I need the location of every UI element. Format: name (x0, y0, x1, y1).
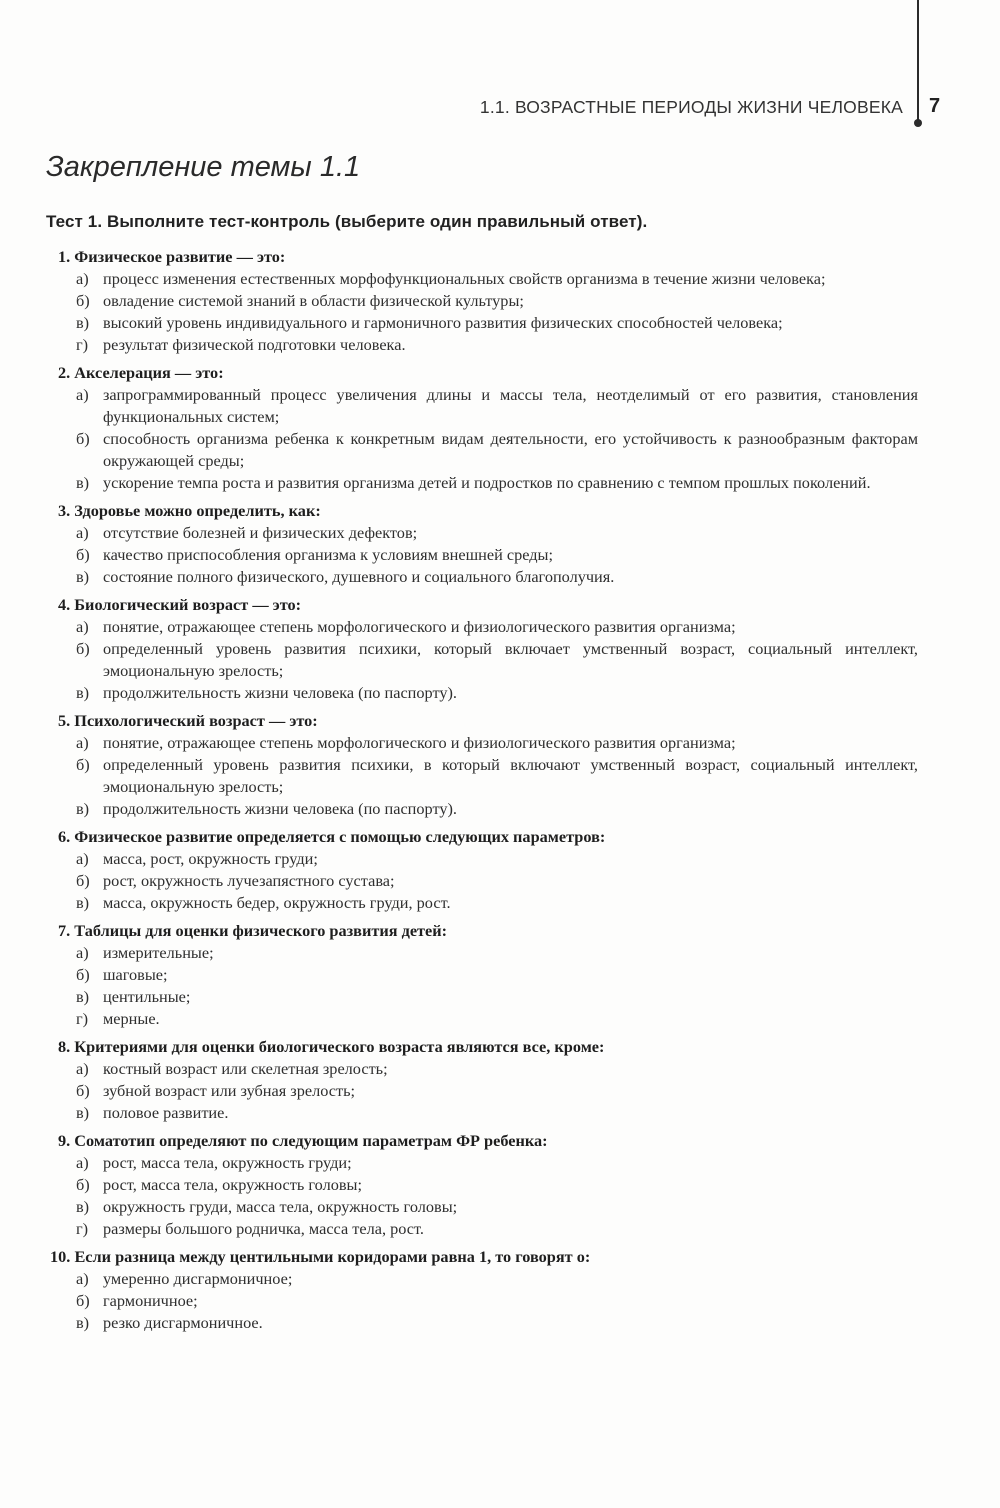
option-letter: г) (76, 335, 89, 354)
option-letter: б) (76, 291, 90, 310)
option-text: гармоничное; (103, 1291, 198, 1310)
option-letter: а) (76, 1059, 89, 1078)
answer-option (0, 334, 918, 356)
option-letter: а) (76, 523, 89, 542)
answer-option (0, 1058, 918, 1080)
question-number: 2. (58, 363, 71, 382)
option-text: качество приспособления организма к условиям внешней среды; (103, 545, 554, 564)
answer-option (0, 964, 918, 986)
option-text: мерные. (103, 1009, 160, 1028)
header-rule-dot (914, 119, 922, 127)
question-title (0, 826, 1000, 848)
question-text: Соматотип определяют по следующим параметрам ФР ребенка: (74, 1131, 548, 1150)
option-text: результат физической подготовки человека. (103, 335, 406, 354)
answer-option (0, 472, 918, 494)
option-text: состояние полного физического, душевного и социального благополучия. (103, 567, 615, 586)
option-text: понятие, отражающее степень морфологического и физиологического развития организма; (103, 617, 736, 636)
answer-option (0, 290, 918, 312)
answer-option (0, 1174, 918, 1196)
option-text: размеры большого родничка, масса тела, рост. (103, 1219, 424, 1238)
test-heading: Тест 1. Выполните тест-контроль (выберите один правильный ответ). (46, 212, 648, 231)
answer-option (0, 798, 918, 820)
option-letter: в) (76, 987, 90, 1006)
option-text: запрограммированный процесс увеличения длины и массы тела, неотделимый от его развития, становления функциональных систем; (103, 385, 918, 426)
question-text: Психологический возраст — это: (74, 711, 318, 730)
question-number: 6. (58, 827, 71, 846)
header-vertical-rule (917, 0, 919, 122)
answer-option (0, 1196, 918, 1218)
option-letter: а) (76, 1269, 89, 1288)
option-text: измерительные; (103, 943, 214, 962)
answer-option (0, 986, 918, 1008)
option-letter: в) (76, 1103, 90, 1122)
question-text: Физическое развитие определяется с помощью следующих параметров: (74, 827, 606, 846)
answer-option (0, 638, 918, 682)
option-letter: в) (76, 683, 90, 702)
option-text: масса, окружность бедер, окружность груди, рост. (103, 893, 451, 912)
option-letter: а) (76, 733, 89, 752)
question-number: 1. (58, 247, 71, 266)
option-text: высокий уровень индивидуального и гармоничного развития физических способностей человека; (103, 313, 783, 332)
option-text: понятие, отражающее степень морфологического и физиологического развития организма; (103, 733, 736, 752)
answer-option (0, 616, 918, 638)
option-text: центильные; (103, 987, 191, 1006)
question-item (0, 826, 1000, 914)
question-item (0, 362, 1000, 494)
question-number: 4. (58, 595, 71, 614)
option-text: окружность груди, масса тела, окружность головы; (103, 1197, 458, 1216)
question-item (0, 594, 1000, 704)
option-letter: а) (76, 1153, 89, 1172)
option-text: процесс изменения естественных морфофункциональных свойств организма в течение жизни человека; (103, 269, 826, 288)
question-title (0, 710, 1000, 732)
answer-option (0, 892, 918, 914)
answer-option (0, 1152, 918, 1174)
question-text: Критериями для оценки биологического возраста являются все, кроме: (74, 1037, 605, 1056)
option-letter: а) (76, 617, 89, 636)
question-title (0, 1130, 1000, 1152)
question-text: Таблицы для оценки физического развития детей: (74, 921, 448, 940)
answer-option (0, 942, 918, 964)
question-text: Если разница между центильными коридорами равна 1, то говорят о: (74, 1247, 591, 1266)
option-letter: а) (76, 385, 89, 404)
option-letter: б) (76, 639, 90, 658)
answer-option (0, 268, 918, 290)
question-item (0, 1130, 1000, 1240)
option-letter: г) (76, 1219, 89, 1238)
option-letter: б) (76, 545, 90, 564)
option-text: костный возраст или скелетная зрелость; (103, 1059, 388, 1078)
question-title (0, 500, 1000, 522)
option-text: масса, рост, окружность груди; (103, 849, 318, 868)
option-text: шаговые; (103, 965, 168, 984)
question-number: 10. (50, 1247, 71, 1266)
answer-option (0, 566, 918, 588)
answer-option (0, 1290, 918, 1312)
answer-option (0, 384, 918, 428)
question-text: Акселерация — это: (74, 363, 224, 382)
question-title (0, 246, 1000, 268)
option-letter: в) (76, 893, 90, 912)
answer-option (0, 870, 918, 892)
answer-option (0, 732, 918, 754)
option-text: рост, масса тела, окружность головы; (103, 1175, 363, 1194)
option-letter: б) (76, 871, 90, 890)
answer-option (0, 428, 918, 472)
answer-option (0, 1080, 918, 1102)
question-item (0, 500, 1000, 588)
answer-option (0, 312, 918, 334)
answer-option (0, 1008, 918, 1030)
answer-option (0, 522, 918, 544)
option-text: половое развитие. (103, 1103, 229, 1122)
question-item (0, 920, 1000, 1030)
question-title (0, 920, 1000, 942)
question-item (0, 246, 1000, 356)
question-text: Физическое развитие — это: (74, 247, 286, 266)
option-letter: б) (76, 1081, 90, 1100)
question-item (0, 1036, 1000, 1124)
question-number: 8. (58, 1037, 71, 1056)
question-title (0, 1036, 1000, 1058)
page-number: 7 (929, 95, 941, 117)
option-text: резко дисгармоничное. (103, 1313, 263, 1332)
question-list (0, 246, 1000, 1340)
option-text: зубной возраст или зубная зрелость; (103, 1081, 356, 1100)
option-letter: б) (76, 1291, 90, 1310)
option-text: отсутствие болезней и физических дефектов; (103, 523, 418, 542)
option-letter: б) (76, 755, 90, 774)
option-letter: б) (76, 965, 90, 984)
option-text: рост, окружность лучезапястного сустава; (103, 871, 395, 890)
section-title: Закрепление темы 1.1 (46, 151, 361, 183)
question-text: Здоровье можно определить, как: (74, 501, 321, 520)
option-letter: в) (76, 1313, 90, 1332)
answer-option (0, 1312, 918, 1334)
option-letter: в) (76, 473, 90, 492)
answer-option (0, 544, 918, 566)
option-letter: а) (76, 943, 89, 962)
option-letter: б) (76, 429, 90, 448)
option-text: ускорение темпа роста и развития организма детей и подростков по сравнению с темпом прошлых поколений. (103, 473, 871, 492)
option-text: продолжительность жизни человека (по паспорту). (103, 683, 457, 702)
answer-option (0, 682, 918, 704)
question-title (0, 1246, 1000, 1268)
option-letter: в) (76, 313, 90, 332)
option-letter: б) (76, 1175, 90, 1194)
option-letter: а) (76, 269, 89, 288)
question-number: 3. (58, 501, 71, 520)
option-text: овладение системой знаний в области физической культуры; (103, 291, 524, 310)
answer-option (0, 1218, 918, 1240)
option-letter: в) (76, 799, 90, 818)
question-item (0, 1246, 1000, 1334)
option-letter: в) (76, 1197, 90, 1216)
question-title (0, 594, 1000, 616)
question-number: 5. (58, 711, 71, 730)
option-text: определенный уровень развития психики, в который включают умственный возраст, социальный интеллект, эмоциональную зрелость; (103, 755, 918, 796)
option-text: продолжительность жизни человека (по паспорту). (103, 799, 457, 818)
answer-option (0, 754, 918, 798)
running-head: 1.1. ВОЗРАСТНЫЕ ПЕРИОДЫ ЖИЗНИ ЧЕЛОВЕКА (479, 97, 903, 117)
answer-option (0, 848, 918, 870)
question-title (0, 362, 1000, 384)
option-text: способность организма ребенка к конкретным видам деятельности, его устойчивость к разнообразным факторам окружающей среды; (103, 429, 918, 470)
question-item (0, 710, 1000, 820)
option-letter: г) (76, 1009, 89, 1028)
option-letter: в) (76, 567, 90, 586)
question-number: 7. (58, 921, 71, 940)
option-text: определенный уровень развития психики, который включает умственный возраст, социальный интеллект, эмоциональную зрелость; (103, 639, 918, 680)
question-text: Биологический возраст — это: (74, 595, 302, 614)
option-text: рост, масса тела, окружность груди; (103, 1153, 352, 1172)
question-number: 9. (58, 1131, 71, 1150)
option-text: умеренно дисгармоничное; (103, 1269, 293, 1288)
answer-option (0, 1102, 918, 1124)
answer-option (0, 1268, 918, 1290)
option-letter: а) (76, 849, 89, 868)
